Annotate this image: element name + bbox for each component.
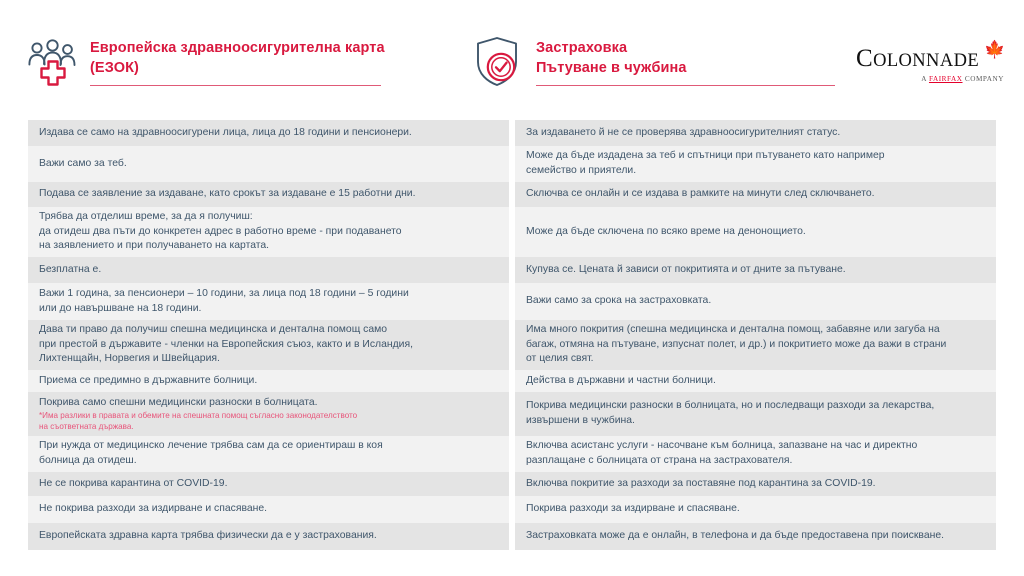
table-cell-insurance bbox=[515, 120, 996, 146]
table-cell-text: Важи само за теб. bbox=[39, 157, 127, 169]
table-cell-text: Не покрива разходи за издирване и спасяване. bbox=[39, 503, 268, 515]
table-cell-insurance bbox=[515, 182, 996, 207]
header-ezok-title: Европейска здравноосигурителна карта (ЕЗОК) bbox=[90, 40, 385, 76]
logo-tagline bbox=[856, 75, 1004, 83]
table-cell-text: Важи само за срока на застраховката. bbox=[526, 295, 712, 307]
table-cell-text: Дава ти право да получиш спешна медицинска и дентална помощ само при престой в държавите - членки на Европейския съюз, както и в Исландия, Лихтенщайн, Норвегия и Швейцария. bbox=[39, 323, 413, 365]
table-cell-insurance bbox=[515, 146, 996, 182]
table-cell-ezok bbox=[28, 472, 509, 496]
table-cell-text: Покрива разходи за издирване и спасяване. bbox=[526, 503, 740, 515]
table-cell-text: Трябва да отделиш време, за да я получиш: да отидеш два пъти до конкретен адрес в работно време - при подаването на заявлението и при получаването на картата. bbox=[39, 210, 402, 252]
table-cell-ezok bbox=[28, 146, 509, 182]
header-insurance-text bbox=[536, 34, 835, 86]
table-cell-ezok bbox=[28, 392, 509, 436]
logo-wordmark bbox=[856, 40, 1006, 72]
header-insurance-title: Застраховка Пътуване в чужбина bbox=[536, 40, 687, 76]
logo-initial: C bbox=[856, 45, 874, 72]
table-cell-text: Покрива само спешни медицински разноски в болницата. bbox=[39, 396, 318, 408]
colonnade-logo bbox=[856, 40, 1006, 88]
table-cell-ezok bbox=[28, 182, 509, 207]
table-cell-text: Европейската здравна карта трябва физически да е у застрахования. bbox=[39, 530, 377, 542]
ezok-column bbox=[28, 120, 509, 550]
table-cell-insurance bbox=[515, 283, 996, 320]
table-cell-ezok bbox=[28, 370, 509, 392]
header-insurance bbox=[470, 34, 835, 90]
table-cell-ezok bbox=[28, 436, 509, 472]
table-cell-insurance bbox=[515, 392, 996, 436]
table-cell-text: Сключва се онлайн и се издава в рамките на минути след сключването. bbox=[526, 188, 875, 200]
table-cell-text: Покрива медицински разноски в болницата, но и последващи разходи за лекарства, извършени в чужбина. bbox=[526, 400, 935, 426]
table-cell-insurance bbox=[515, 436, 996, 472]
table-cell-ezok bbox=[28, 496, 509, 523]
table-cell-insurance bbox=[515, 207, 996, 257]
table-cell-text: Подава се заявление за издаване, като срокът за издаване е 15 работни дни. bbox=[39, 188, 416, 200]
logo-tagline-prefix: A bbox=[921, 75, 929, 83]
table-cell-text: За издаването й не се проверява здравноосигурителният статус. bbox=[526, 126, 841, 138]
table-cell-text: Важи 1 година, за пенсионери – 10 години, за лица под 18 години – 5 години или до навършване на 18 години. bbox=[39, 287, 409, 314]
table-cell-insurance bbox=[515, 320, 996, 370]
table-cell-text: Застраховката може да е онлайн, в телефона и да бъде предоставена при поискване. bbox=[526, 530, 945, 542]
table-cell-ezok bbox=[28, 283, 509, 320]
table-cell-text: Купува се. Цената й зависи от покритията и от дните за пътуване. bbox=[526, 263, 846, 275]
table-cell-ezok bbox=[28, 207, 509, 257]
people-with-medical-cross-icon bbox=[24, 34, 82, 90]
table-cell-text: Може да бъде сключена по всяко време на денонощието. bbox=[526, 225, 806, 237]
table-cell-ezok bbox=[28, 320, 509, 370]
page-header bbox=[0, 0, 1024, 112]
header-insurance-underline bbox=[536, 85, 835, 86]
maple-leaf-icon: 🍁 bbox=[984, 40, 1006, 59]
header-ezok-text bbox=[90, 34, 385, 86]
table-cell-ezok bbox=[28, 257, 509, 283]
table-cell-insurance bbox=[515, 257, 996, 283]
table-cell-text: Може да бъде издадена за теб и спътници при пътуването като например семейство и приятели. bbox=[526, 150, 885, 176]
table-cell-text: Включва покритие за разходи за поставяне под карантина за COVID-19. bbox=[526, 477, 876, 489]
table-cell-insurance bbox=[515, 370, 996, 392]
table-cell-insurance bbox=[515, 496, 996, 523]
table-cell-text: Действа в държавни и частни болници. bbox=[526, 374, 716, 386]
header-ezok-underline bbox=[90, 85, 381, 86]
table-cell-text: При нужда от медицинско лечение трябва сам да се ориентираш в коя болница да отидеш. bbox=[39, 440, 383, 466]
comparison-table bbox=[28, 120, 996, 550]
table-cell-text: Приема се предимно в държавните болници. bbox=[39, 374, 258, 386]
table-cell-text: Безплатна е. bbox=[39, 263, 102, 275]
table-cell-text: Има много покрития (спешна медицинска и дентална помощ, забавяне или загуба на багаж, отмяна на пътуване, изпуснат полет, и др.) и покритието може да важи в страни от целия свят. bbox=[526, 323, 947, 365]
shield-with-check-icon bbox=[470, 34, 528, 90]
table-cell-ezok bbox=[28, 120, 509, 146]
table-cell-ezok bbox=[28, 523, 509, 550]
table-cell-text: Издава се само на здравноосигурени лица, лица до 18 години и пенсионери. bbox=[39, 126, 412, 138]
table-cell-insurance bbox=[515, 523, 996, 550]
header-ezok bbox=[24, 34, 385, 90]
logo-tagline-suffix: COMPANY bbox=[962, 75, 1004, 83]
table-cell-footnote: *Има разлики в правата и обемите на спешната помощ съгласно законодателството на съответната държава. bbox=[39, 411, 358, 431]
table-cell-text: Включва асистанс услуги - насочване към болница, запазване на час и директно разплащане с болницата от страна на застрахователя. bbox=[526, 440, 918, 466]
logo-name-rest: OLONNADE bbox=[873, 51, 980, 71]
table-cell-insurance bbox=[515, 472, 996, 496]
logo-tagline-brand: FAIRFAX bbox=[928, 75, 963, 83]
table-cell-text: Не се покрива карантина от COVID-19. bbox=[39, 477, 228, 489]
insurance-column bbox=[515, 120, 996, 550]
